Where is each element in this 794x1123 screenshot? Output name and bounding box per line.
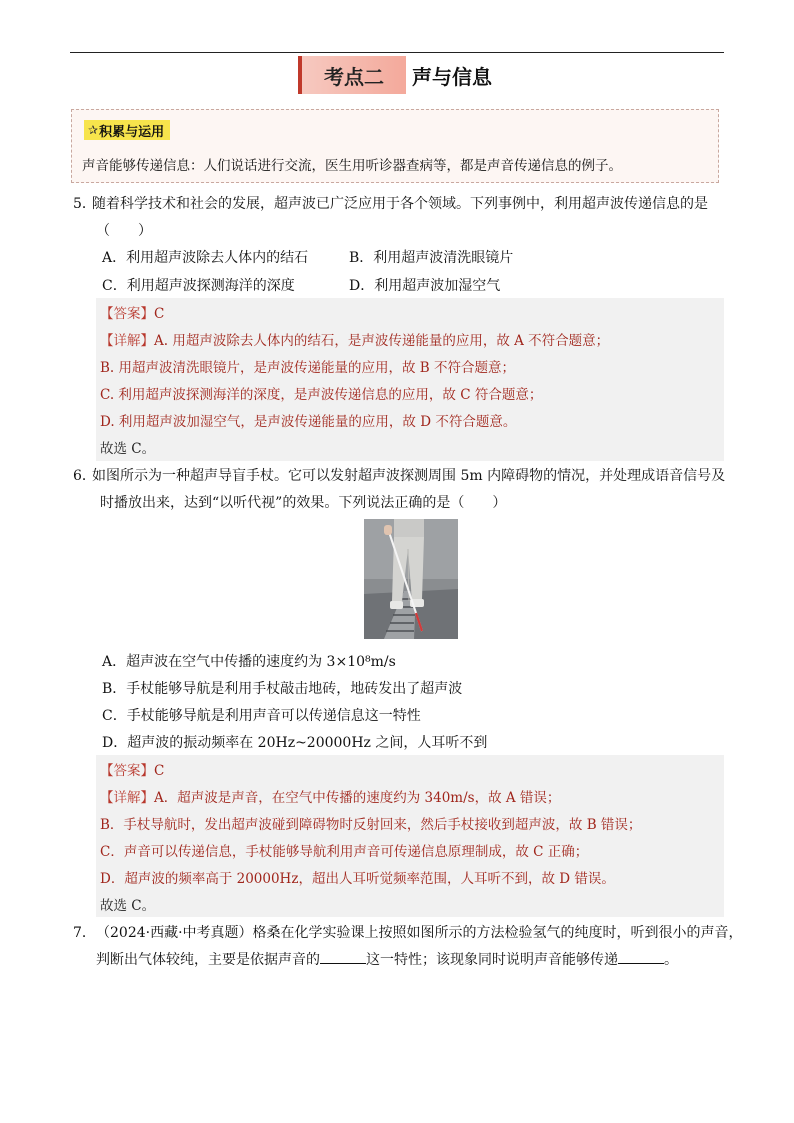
q5-detail-line-4: D. 利用超声波加湿空气，是声波传递能量的应用，故 D 不符合题意。 <box>100 414 517 430</box>
q7-stem-line2 <box>96 949 678 969</box>
knowledge-box <box>71 109 719 183</box>
knowledge-tag-label: 积累与运用 <box>99 124 165 140</box>
q7-stem-line1: （2024·西藏·中考真题）格桑在化学实验课上按照如图所示的方法检验氢气的纯度时，听到很小的声音， <box>96 925 743 941</box>
q5-option-d: D．利用超声波加湿空气 <box>349 278 501 294</box>
q6-answer-line <box>100 759 164 779</box>
q5-stem-line1: 随着科学技术和社会的发展，超声波已广泛应用于各个领域。下列事例中，利用超声波传递信息的是 <box>92 196 708 212</box>
q6-answer-block <box>96 755 724 917</box>
q5-answer-line <box>100 302 164 322</box>
q6-detail-label: 【详解】 <box>100 790 154 806</box>
q6-option-b: B．手杖能够导航是利用手杖敲击地砖，地砖发出了超声波 <box>102 681 463 697</box>
knowledge-tag <box>84 120 170 140</box>
q7-blank-1[interactable] <box>320 951 366 964</box>
q5-option-a: A．利用超声波除去人体内的结石 <box>102 250 309 266</box>
q6-detail-line-4: D．超声波的频率高于 20000Hz，超出人耳听觉频率范围，人耳听不到，故 D 错误。 <box>100 871 615 887</box>
q5-stem-line2: （ ） <box>96 223 152 239</box>
q6-stem-line1: 如图所示为一种超声导盲手杖。它可以发射超声波探测周围 5m 内障碍物的情况，并处理成语音信号及 <box>92 468 726 484</box>
q5-detail-text-1: A. 用超声波除去人体内的结石，是声波传递能量的应用，故 A 不符合题意； <box>154 333 610 349</box>
star-icon: ✰ <box>88 123 99 137</box>
q7-blank-2[interactable] <box>618 951 664 964</box>
blind-cane-photo <box>364 519 458 639</box>
q5-conclusion: 故选 C。 <box>100 441 156 457</box>
q6-answer-value: C <box>154 763 165 779</box>
q5-detail-line-1 <box>100 329 609 349</box>
q5-detail-line-2: B. 用超声波清洗眼镜片，是声波传递能量的应用，故 B 不符合题意； <box>100 360 516 376</box>
q6-number: 6． <box>73 468 96 484</box>
section-title: 声与信息 <box>412 64 492 89</box>
q6-option-d: D．超声波的振动频率在 20Hz~20000Hz 之间，人耳听不到 <box>102 735 488 751</box>
q5-detail-line-3: C. 利用超声波探测海洋的深度，是声波传递信息的应用，故 C 符合题意； <box>100 387 543 403</box>
q6-detail-line-3: C．声音可以传递信息，手杖能够导航利用声音可传递信息原理制成，故 C 正确； <box>100 844 589 860</box>
q7-stem-part-b: 这一特性；该现象同时说明声音能够传递 <box>366 952 618 968</box>
q5-answer-label: 【答案】 <box>100 306 154 322</box>
section-badge: 考点二 <box>302 56 406 94</box>
q5-detail-label: 【详解】 <box>100 333 154 349</box>
knowledge-text: 声音能够传递信息：人们说话进行交流，医生用听诊器查病等，都是声音传递信息的例子。 <box>82 158 622 174</box>
q6-detail-text-1: A．超声波是声音，在空气中传播的速度约为 340m/s，故 A 错误； <box>154 790 561 806</box>
q6-option-c: C．手杖能够导航是利用声音可以传递信息这一特性 <box>102 708 421 724</box>
q6-detail-line-1 <box>100 786 560 806</box>
q6-stem-line2: 时播放出来，达到“以听代视”的效果。下列说法正确的是（ ） <box>100 495 507 511</box>
q7-number: 7． <box>73 925 96 941</box>
q5-option-c: C．利用超声波探测海洋的深度 <box>102 278 295 294</box>
blind-cane-illustration <box>364 519 458 639</box>
q5-answer-value: C <box>154 306 165 322</box>
q6-option-a: A．超声波在空气中传播的速度约为 3×10⁸m/s <box>102 654 396 670</box>
q6-conclusion: 故选 C。 <box>100 898 156 914</box>
q5-number: 5． <box>73 196 96 212</box>
q5-option-b: B．利用超声波清洗眼镜片 <box>349 250 514 266</box>
q5-answer-block <box>96 298 724 461</box>
q7-stem-part-c: 。 <box>664 952 678 968</box>
q6-answer-label: 【答案】 <box>100 763 154 779</box>
section-heading <box>298 56 548 94</box>
top-rule <box>70 52 724 53</box>
q6-detail-line-2: B．手杖导航时，发出超声波碰到障碍物时反射回来，然后手杖接收到超声波，故 B 错误； <box>100 817 642 833</box>
q7-stem-part-a: 判断出气体较纯，主要是依据声音的 <box>96 952 320 968</box>
